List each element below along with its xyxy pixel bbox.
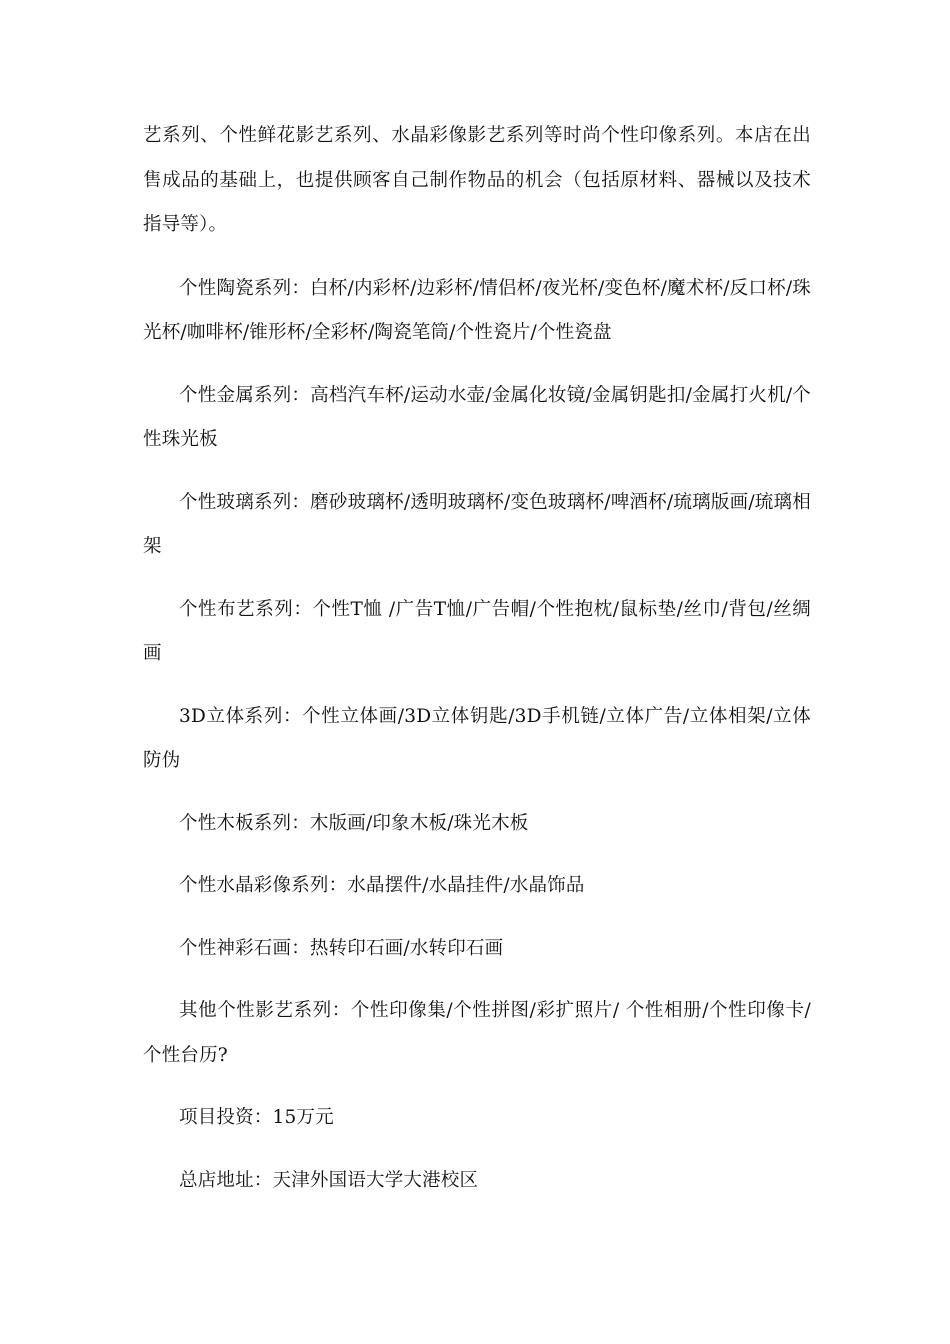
paragraph-other-series: 其他个性影艺系列：个性印像集/个性拼图/彩扩照片/ 个性相册/个性印像卡/个性台历? — [143, 1000, 811, 1066]
paragraph-intro-continuation: 艺系列、个性鲜花影艺系列、水晶彩像影艺系列等时尚个性印像系列。本店在出售成品的基础上，也提供顾客自己制作物品的机会（包括原材料、器械以及技术指导等）。 — [143, 125, 811, 235]
paragraph-metal-series: 个性金属系列：高档汽车杯/运动水壶/金属化妆镜/金属钥匙扣/金属打火机/个性珠光板 — [143, 384, 811, 450]
paragraph-ceramic-series: 个性陶瓷系列：白杯/内彩杯/边彩杯/情侣杯/夜光杯/变色杯/魔术杯/反口杯/珠光杯/咖啡杯/锥形杯/全彩杯/陶瓷笔筒/个性瓷片/个性瓷盘 — [143, 277, 811, 343]
paragraph-3d-series: 3D立体系列：个性立体画/3D立体钥匙/3D手机链/立体广告/立体相架/立体防伪 — [143, 705, 811, 771]
paragraph-fabric-series: 个性布艺系列：个性T恤 /广告T恤/广告帽/个性抱枕/鼠标垫/丝巾/背包/丝绸画 — [143, 598, 811, 664]
paragraph-wood-series: 个性木板系列：木版画/印象木板/珠光木板 — [179, 812, 529, 834]
paragraph-stone-painting: 个性神彩石画：热转印石画/水转印石画 — [179, 937, 504, 959]
paragraph-investment: 项目投资：15万元 — [179, 1107, 334, 1128]
paragraph-crystal-series: 个性水晶彩像系列：水晶摆件/水晶挂件/水晶饰品 — [179, 875, 585, 896]
paragraph-glass-series: 个性玻璃系列：磨砂玻璃杯/透明玻璃杯/变色玻璃杯/啤酒杯/琉璃版画/琉璃相架 — [143, 491, 811, 557]
document-body — [143, 114, 811, 1221]
paragraph-address: 总店地址：天津外国语大学大港校区 — [179, 1169, 479, 1191]
